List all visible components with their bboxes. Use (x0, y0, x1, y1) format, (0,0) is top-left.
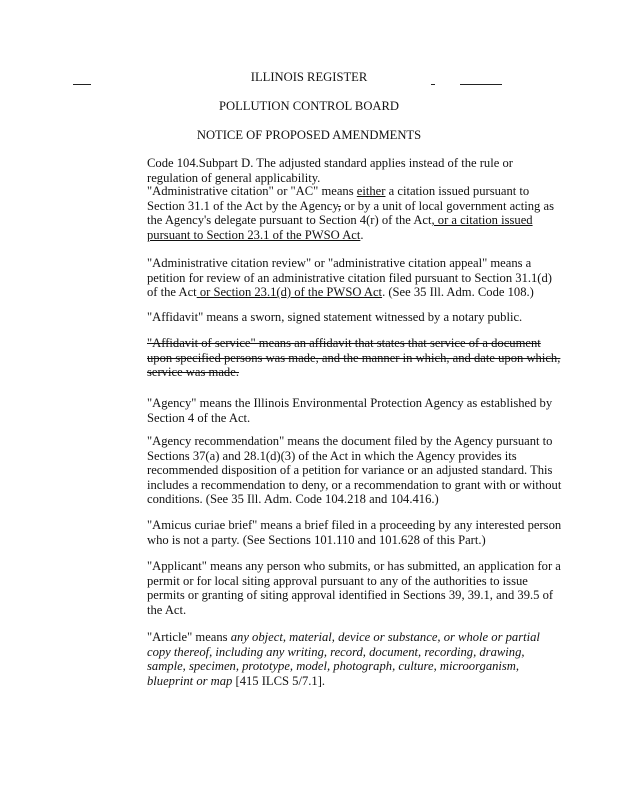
definition-amicus-curiae-brief (147, 518, 562, 547)
text-line: permits or granting of siting approval identified in Sections 39, 39.1, and 39.5 of (147, 588, 554, 602)
text-line: "Affidavit" means a sworn, signed statement witnessed by a notary public. (147, 310, 523, 324)
text-line: the Agency's delegate pursuant to Section 4(r) of the Act, or a citation issued (147, 213, 533, 227)
text-line: blueprint or map [415 ILCS 5/7.1]. (147, 673, 326, 688)
text-line: "Amicus curiae brief" means a brief filed in a proceeding by any interested person (147, 518, 562, 532)
text-line: includes a recommendation to deny, or a recommendation to grant with or without (147, 477, 562, 492)
deleted-text: upon specified persons was made, and the manner in which, and date upon which, (147, 350, 561, 365)
text-line: "Article" means any object, material, device or substance, or whole or partial (147, 630, 540, 644)
deleted-text: , (337, 198, 342, 213)
statutory-text: copy thereof, including any writing, record, document, recording, drawing, (147, 644, 525, 659)
text-line: "Applicant" means any person who submits, or has submitted, an application for a (147, 559, 561, 573)
text-line: "Administrative citation review" or "administrative citation appeal" means a (147, 256, 532, 270)
inserted-text: pursuant to Section 23.1 of the PWSO Act (147, 227, 361, 242)
text-line: permit or for local siting approval pursuant to any of the authorities to issue (147, 573, 528, 588)
statutory-text: blueprint or map (147, 673, 233, 688)
notice-title: NOTICE OF PROPOSED AMENDMENTS (196, 128, 422, 142)
text-line: Section 31.1 of the Act by the Agency, or by a unit of local government acting as (147, 198, 554, 213)
definition-article (147, 630, 540, 688)
register-title: ILLINOIS REGISTER (250, 70, 368, 84)
text-line: pursuant to Section 23.1 of the PWSO Act. (147, 227, 364, 242)
inserted-text: or Section 23.1(d) of the PWSO Act (196, 285, 383, 299)
inserted-text: , or a citation issued (431, 213, 533, 227)
text-line: conditions. (See 35 Ill. Adm. Code 104.218 and 104.416.) (147, 492, 439, 506)
intro-paragraph (147, 156, 527, 185)
text-line: who is not a party. (See Sections 101.110 and 101.628 of this Part.) (147, 532, 486, 547)
text-line: petition for review of an administrative citation filed pursuant to Section 31.1(d) (147, 270, 552, 285)
definition-administrative-citation-review (147, 256, 552, 300)
text-line: "Agency" means the Illinois Environmental Protection Agency as established by (147, 396, 553, 410)
text-line: of the Act or Section 23.1(d) of the PWSO Act. (See 35 Ill. Adm. Code 108.) (147, 285, 534, 299)
statutory-text: sample, specimen, prototype, model, photograph, culture, microorganism, (147, 659, 520, 673)
text-line: regulation of general applicability. (147, 170, 321, 185)
definition-agency (147, 396, 553, 425)
definition-applicant (147, 559, 561, 617)
definition-agency-recommendation (147, 434, 562, 507)
text-line: the Act. (147, 602, 187, 617)
text-line: Sections 37(a) and 28.1(d)(3) of the Act in which the Agency provides its (147, 448, 517, 463)
text-line: Code 104.Subpart D. The adjusted standard applies instead of the rule or (147, 156, 513, 170)
definition-affidavit-of-service-deleted (147, 336, 561, 380)
statutory-text: any object, material, device or substance, or whole or partial (230, 630, 540, 644)
inserted-text: either (356, 184, 386, 198)
board-title: POLLUTION CONTROL BOARD (218, 99, 400, 113)
deleted-text: "Affidavit of service" means an affidavit that states that service of a document (147, 336, 541, 350)
definition-affidavit (147, 310, 527, 325)
deleted-text: service was made. (147, 365, 239, 379)
text-line: recommended disposition of a petition for variance or an adjusted standard. This (147, 463, 553, 477)
definition-administrative-citation (147, 184, 554, 242)
text-line: "Agency recommendation" means the document filed by the Agency pursuant to (147, 434, 553, 448)
text-line: "Administrative citation" or "AC" means either a citation issued pursuant to (147, 184, 530, 198)
text-line: Section 4 of the Act. (147, 410, 251, 425)
